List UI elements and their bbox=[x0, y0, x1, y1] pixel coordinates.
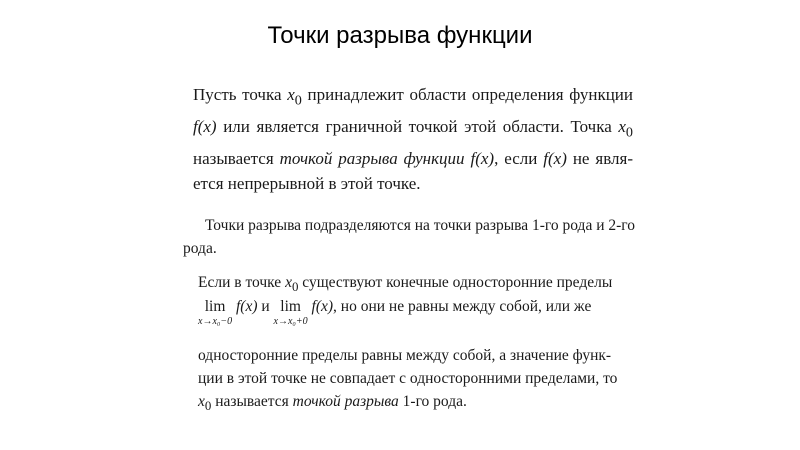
definition-line-1: Пусть точка $x_0$ принадлежит области определения функции bbox=[193, 85, 633, 109]
slide-title: Точки разрыва функции bbox=[267, 22, 533, 49]
limits-line: lim x→x₀−0 f(x) и lim x→x₀+0 f(x), но они не равны между собой, или же bbox=[198, 298, 592, 328]
definition-line-4: ется непрерывной в этой точке. bbox=[193, 174, 421, 194]
first-kind-line-5: $x_0$ называется точкой разрыва 1-го рода. bbox=[198, 393, 467, 414]
definition-line-2: f(x) или является граничной точкой этой области. Точка $x_0$ bbox=[193, 116, 633, 141]
emphasis-term: точкой разрыва функции bbox=[279, 148, 465, 168]
first-kind-line-3: односторонние пределы равны между собой, а значение функ- bbox=[198, 347, 612, 365]
first-kind-paragraph bbox=[198, 271, 628, 417]
classification-line-1: Точки разрыва подразделяются на точки разрыва 1-го рода и 2-го bbox=[205, 217, 635, 234]
first-kind-line-1: Если в точке $x_0$ существуют конечные односторонние пределы bbox=[198, 274, 613, 295]
definition-paragraph bbox=[193, 82, 633, 197]
classification-paragraph bbox=[183, 214, 633, 260]
left-limit: lim x→x₀−0 bbox=[198, 298, 233, 328]
right-limit: lim x→x₀+0 bbox=[273, 298, 308, 328]
classification-line-2: рода. bbox=[183, 240, 217, 257]
emphasis-term: точкой разрыва bbox=[292, 393, 399, 411]
definition-line-3: называется точкой разрыва функции f(x), если f(x) не явля- bbox=[193, 148, 633, 168]
first-kind-line-4: ции в этой точке не совпадает с односторонними пределами, то bbox=[198, 370, 618, 388]
